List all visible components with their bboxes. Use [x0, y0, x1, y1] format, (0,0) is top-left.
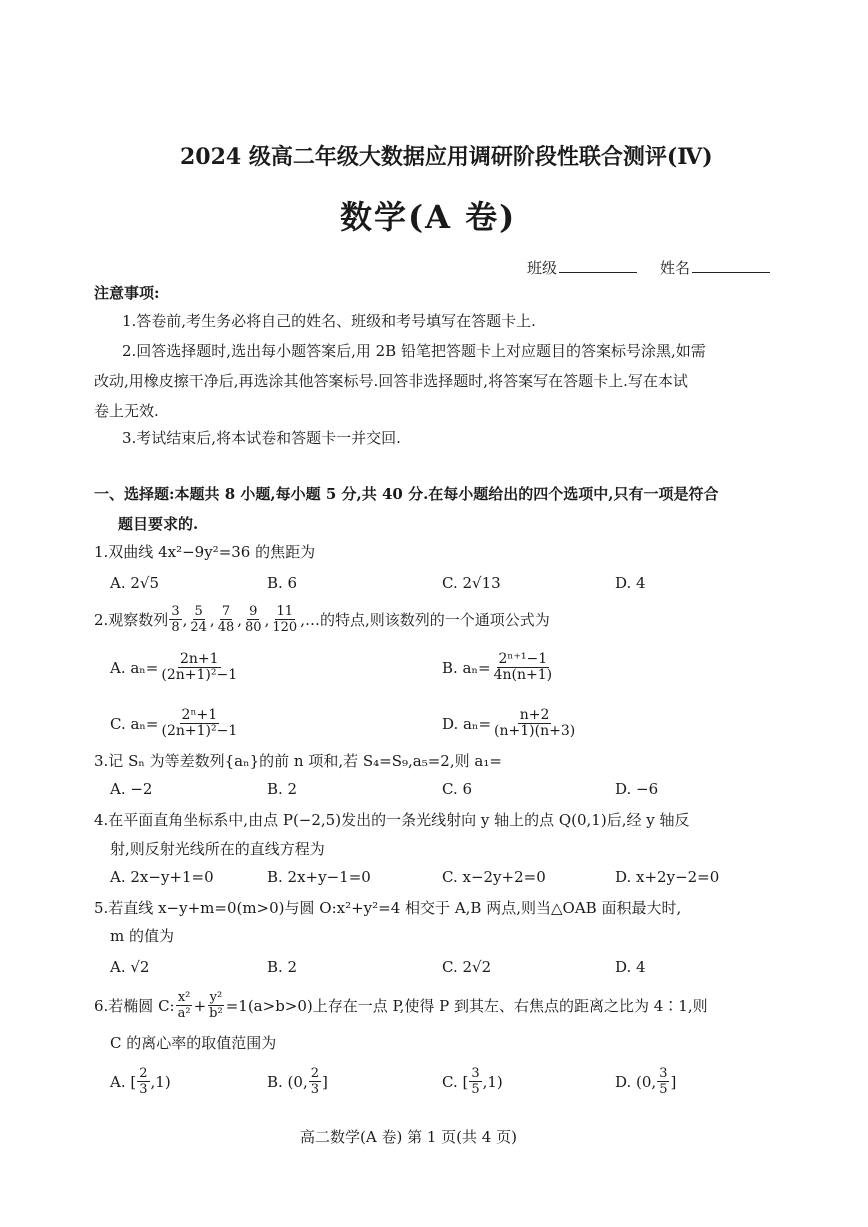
question-2-suffix: ,…的特点,则该数列的一个通项公式为	[300, 610, 550, 629]
notice-item-3: 3.考试结束后,将本试卷和答题卡一并交回.	[122, 429, 401, 447]
question-1-option-c: C. 2√13	[442, 574, 501, 592]
sequence-term-3: $\frac{7}{48}$	[217, 604, 235, 635]
name-label: 姓名	[660, 259, 691, 277]
name-field	[660, 258, 770, 278]
question-1-option-b: B. 6	[267, 574, 298, 592]
question-3-option-c: C. 6	[442, 780, 473, 798]
question-4-option-b: B. 2x+y−1=0	[267, 868, 371, 886]
notice-item-1: 1.答卷前,考生务必将自己的姓名、班级和考号填写在答题卡上.	[122, 312, 536, 330]
question-5-option-a: A. √2	[110, 958, 150, 976]
section-1-heading: 一、选择题:本题共 8 小题,每小题 5 分,共 40 分.在每小题给出的四个选项中,只有一项是符合	[94, 485, 719, 503]
question-5-option-d: D. 4	[615, 958, 646, 976]
question-4-option-c: C. x−2y+2=0	[442, 868, 546, 886]
section-1-heading-cont: 题目要求的.	[118, 515, 199, 533]
class-field	[527, 258, 637, 278]
sequence-term-4: $\frac{9}{80}$	[245, 604, 262, 635]
sequence-term-5: $\frac{11}{120}$	[272, 604, 298, 635]
question-6-option-b: B. (0, $\frac{2}{3}$ ]	[267, 1066, 328, 1097]
question-5-line-2: m 的值为	[110, 927, 174, 945]
sequence-term-1: $\frac{3}{8}$	[171, 604, 180, 635]
class-label: 班级	[527, 259, 558, 277]
question-2-option-b: B. aₙ= $\frac{\text{2ⁿ⁺¹−1}}{4n(n+1)}$	[442, 651, 553, 683]
question-1-option-a: A. 2√5	[110, 574, 160, 592]
name-blank	[692, 258, 770, 273]
question-5-line-1: 5.若直线 x−y+m=0(m>0)与圆 O:x²+y²=4 相交于 A,B 两点,则当△OAB 面积最大时,	[94, 899, 682, 917]
question-6-line-2: C 的离心率的取值范围为	[110, 1034, 277, 1052]
question-1-stem: 1.双曲线 4x²−9y²=36 的焦距为	[94, 543, 316, 561]
subject-title: 数学(A 卷)	[340, 198, 517, 236]
question-2-prefix: 2.观察数列	[94, 610, 169, 629]
question-1-option-d: D. 4	[615, 574, 646, 592]
notice-item-2-line-1: 2.回答选择题时,选出每小题答案后,用 2B 铅笔把答题卡上对应题目的答案标号涂黑,如需	[122, 342, 706, 360]
question-4-option-a: A. 2x−y+1=0	[110, 868, 214, 886]
question-3-option-d: D. −6	[615, 780, 659, 798]
question-4-line-2: 射,则反射光线所在的直线方程为	[110, 840, 325, 858]
question-2-option-c: C. aₙ= $\frac{\text{2ⁿ+1}}{\text{(2n+1)²−1}}$	[110, 707, 238, 739]
question-5-option-c: C. 2√2	[442, 958, 492, 976]
sequence-term-2: $\frac{5}{24}$	[190, 604, 207, 635]
exam-title: 2024 级高二年级大数据应用调研阶段性联合测评(Ⅳ)	[180, 144, 713, 170]
class-blank	[559, 258, 637, 273]
question-2-stem: 2.观察数列 $\frac{3}{8}$ , $\frac{5}{24}$ , $\frac{7}{48}$ , $\frac{9}{80}$ , $\frac{11}{120}$ ,…的特点,则该数列的一个通项公式为	[94, 604, 550, 635]
question-6-option-d: D. (0, $\frac{3}{5}$ ]	[615, 1066, 677, 1097]
question-4-option-d: D. x+2y−2=0	[615, 868, 720, 886]
question-6-line-1: 6.若椭圆 C: $\frac{\text{x²}}{\text{a²}}$ + $\frac{\text{y²}}{\text{b²}}$ =1(a>b>0)上存在一点 P,使得 P 到其左、右焦点的距离之比为 4∶1,则	[94, 990, 708, 1021]
question-3-stem: 3.记 Sₙ 为等差数列{aₙ}的前 n 项和,若 S₄=S₉,a₅=2,则 a₁=	[94, 752, 502, 770]
question-2-option-a: A. aₙ= $\frac{2n+1}{\text{(2n+1)²−1}}$	[110, 651, 238, 683]
notice-heading: 注意事项:	[94, 284, 160, 302]
question-4-line-1: 4.在平面直角坐标系中,由点 P(−2,5)发出的一条光线射向 y 轴上的点 Q(0,1)后,经 y 轴反	[94, 811, 690, 829]
question-5-option-b: B. 2	[267, 958, 298, 976]
page-footer: 高二数学(A 卷) 第 1 页(共 4 页)	[300, 1128, 517, 1146]
question-2-option-d: D. aₙ= $\frac{n+2}{(n+1)(n+3)}$	[442, 707, 576, 739]
notice-item-2-line-3: 卷上无效.	[94, 402, 159, 420]
question-6-option-c: C. [ $\frac{3}{5}$ ,1)	[442, 1066, 503, 1097]
question-3-option-a: A. −2	[110, 780, 153, 798]
question-6-option-a: A. [ $\frac{2}{3}$ ,1)	[110, 1066, 171, 1097]
question-3-option-b: B. 2	[267, 780, 298, 798]
notice-item-2-line-2: 改动,用橡皮擦干净后,再选涂其他答案标号.回答非选择题时,将答案写在答题卡上.写在本试	[94, 372, 688, 390]
